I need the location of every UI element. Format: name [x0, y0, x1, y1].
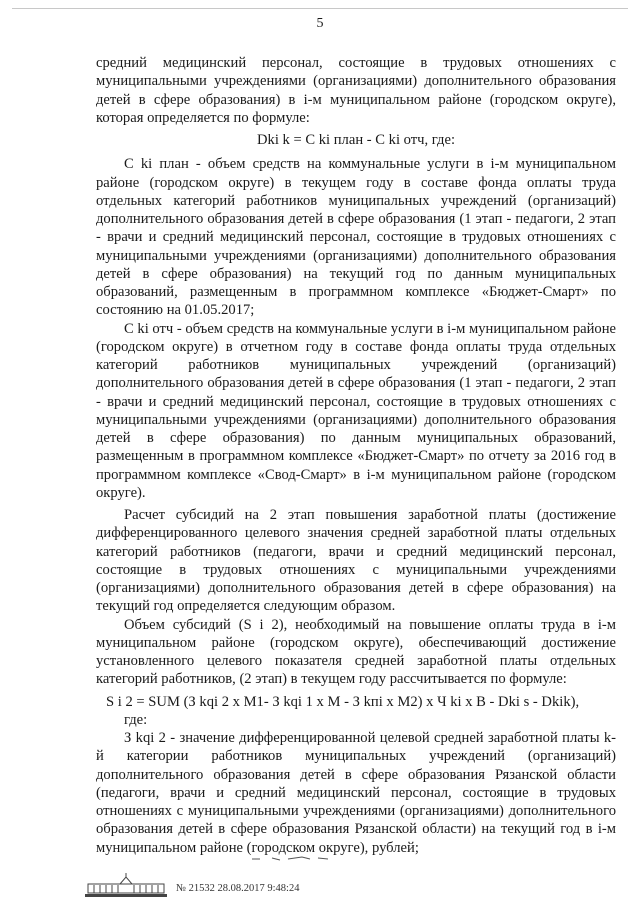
- paragraph-c-ki-plan: С ki план - объем средств на коммунальные услуги в i-м муниципальном районе (городском округе) в текущем году в составе фонда оплаты труда отдельных категорий работников муниципальных учреждений (организаций) дополнительного образования детей в сфере образования (1 этап - педагоги, 2 этап - врачи и средний медицинский персонал, состоящие в трудовых отношениях с муниципальными учреждениями (организациями) дополнительного образования детей в сфере образования) на текущий год по данным муниципальных образований, размещенным в программном комплексе «Бюджет-Смарт» по состоянию на 01.05.2017;: [96, 156, 616, 319]
- signature-mark: [250, 853, 340, 863]
- formula-dki: Dki k = С ki план - С ki отч, где:: [257, 132, 455, 148]
- top-border-line: [12, 8, 628, 9]
- paragraph-subsidy-volume: Объем субсидий (S i 2), необходимый на повышение оплаты труда в i-м муниципальном районе (городском округе), обеспечивающий достижение установленного целевого показателя средней заработной платы отдельных категорий работников, (2 этап) в текущем году рассчитывается по формуле:: [96, 616, 616, 688]
- paragraph-c-ki-otch: С ki отч - объем средств на коммунальные услуги в i-м муниципальном районе (городском округе) в отчетном году в составе фонда оплаты труда отдельных категорий работников муниципальных учреждений (организаций) дополнительного образования детей в сфере образования (1 этап - педагоги, 2 этап - врачи и средний медицинский персонал, состоящие в трудовых отношениях с муниципальными учреждениями (организациями) дополнительного образования детей в сфере образования) по данным муниципальных образований, размещенным в программном комплексе «Бюджет-Смарт» по отчету за 2016 год в программном комплексе «Свод-Смарт» в i-м муниципальном районе (городском округе).: [96, 320, 616, 501]
- formula-where-label: где:: [124, 711, 148, 728]
- document-footer: [84, 872, 299, 898]
- paragraph-stage-2-calculation: Расчет субсидий на 2 этап повышения заработной платы (достижение дифференцированного целевого значения средней заработной платы отдельных категорий работников (педагоги, врачи и средний медицинский персонал, состоящие в трудовых отношениях с муниципальными учреждениями (организациями) дополнительного образования детей в сфере образования) на текущий год определяется следующим образом.: [96, 507, 616, 615]
- document-body: [96, 54, 616, 857]
- registration-stamp: № 21532 28.08.2017 9:48:24: [176, 883, 300, 894]
- paragraph-continuation: средний медицинский персонал, состоящие в трудовых отношениях с муниципальными учреждениями (организациями) дополнительного образования детей в сфере образования) в i-м муниципальном районе (городском округе), которая определяется по формуле:: [96, 55, 616, 126]
- formula-s-i-2: S i 2 = SUM (З kqi 2 х М1- З kqi 1 х М - З kпi х М2) х Ч ki х В - Dki s - Dkik),: [106, 693, 580, 710]
- government-building-icon: [84, 872, 168, 898]
- page-number: 5: [316, 16, 324, 31]
- paragraph-z-kqi-2: З kqi 2 - значение дифференцированной целевой средней заработной платы k-й категории работников муниципальных учреждений (организаций) дополнительного образования детей в сфере образования Рязанской области (педагоги, врачи и средний медицинский персонал, состоящие в трудовых отношениях с муниципальными учреждениями (организациями) дополнительного образования детей в сфере образования Рязанской области) на текущий год в i-м муниципальном районе (городском округе), рублей;: [96, 730, 616, 856]
